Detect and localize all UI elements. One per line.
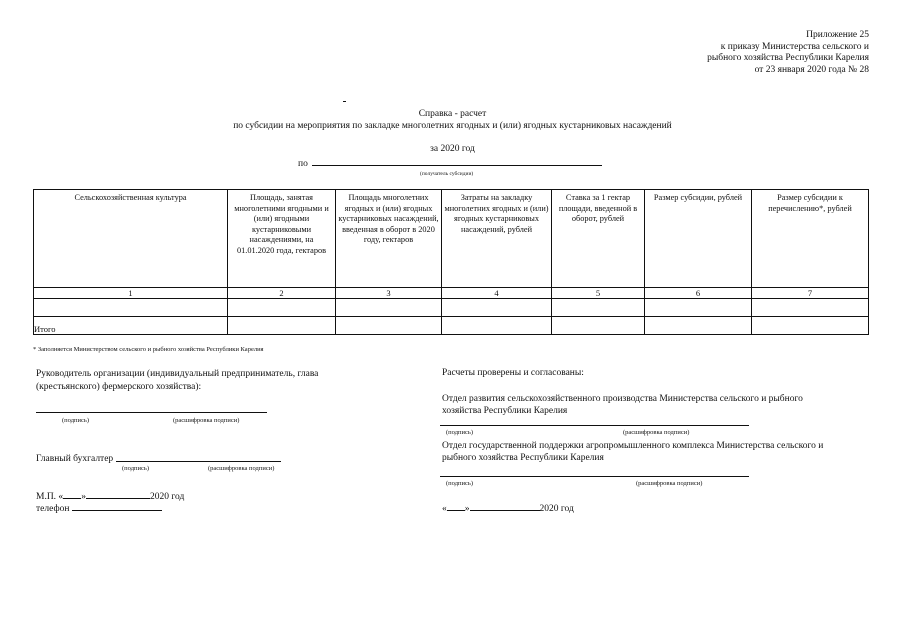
accountant-sign-caption: (подпись)	[122, 465, 149, 472]
column-number: 7	[752, 288, 869, 299]
calculation-table	[33, 189, 869, 335]
appendix-line-1: Приложение 25	[806, 30, 869, 40]
table-cell[interactable]	[34, 299, 228, 317]
header-cell: Затраты на закладку многолетних ягодных и (или) ягодных кустарниковых насаждений, рублей	[442, 190, 552, 288]
stamp-date-prefix: М.П. «	[36, 492, 64, 502]
verification-date-row	[442, 502, 574, 514]
verification-date-mid: »	[464, 504, 470, 514]
title-line-2: по субсидии на мероприятия по закладке многолетних ягодных и (или) ягодных кустарниковых насаждений	[233, 121, 672, 131]
verification-title: Расчеты проверены и согласованы:	[442, 368, 584, 378]
recipient-row	[298, 157, 602, 169]
table-header-row	[34, 190, 869, 288]
header-cell: Размер субсидии к перечислению*, рублей	[752, 190, 869, 288]
footnote: * Заполняется Министерством сельского и рыбного хозяйства Республики Карелия	[33, 346, 264, 353]
recipient-caption: (получатель субсидии)	[420, 171, 474, 177]
table-cell[interactable]	[228, 299, 336, 317]
scan-artifact	[343, 101, 346, 102]
table-cell[interactable]	[336, 317, 442, 335]
table-cell[interactable]	[552, 299, 645, 317]
head-sign-caption: (подпись)	[62, 417, 89, 424]
verification-date-suffix: 2020 год	[539, 504, 574, 514]
appendix-line-2: к приказу Министерства сельского и	[720, 41, 869, 52]
column-number: 1	[34, 288, 228, 299]
table-cell[interactable]	[752, 299, 869, 317]
table-cell[interactable]	[552, 317, 645, 335]
phone-label: телефон	[36, 504, 70, 514]
total-row	[34, 317, 869, 335]
header-cell: Размер субсидии, рублей	[645, 190, 752, 288]
department-1-line-2: хозяйства Республики Карелия	[442, 405, 568, 416]
appendix-line-4: от 23 января 2020 года № 28	[754, 64, 869, 75]
appendix-line-3: рыбного хозяйства Республики Карелия	[707, 53, 869, 63]
month-field[interactable]	[86, 490, 150, 499]
department-2-signature-line[interactable]	[440, 476, 749, 477]
head-of-organization-label	[36, 368, 318, 394]
table-row	[34, 299, 869, 317]
document-title	[0, 108, 905, 132]
table-cell[interactable]	[752, 317, 869, 335]
table-cell[interactable]	[645, 317, 752, 335]
header-cell: Сельскохозяйственная культура	[34, 190, 228, 288]
accountant-decode-caption: (расшифровка подписи)	[208, 465, 275, 472]
department-2-line-2: рыбного хозяйства Республики Карелия	[442, 452, 604, 463]
head-label-line-2: (крестьянского) фермерского хозяйства):	[36, 382, 202, 392]
stamp-date-suffix: 2020 год	[149, 492, 185, 502]
header-cell: Площадь многолетних ягодных и (или) ягодных кустарниковых насаждений, введенная в оборот в 2020 году, гектаров	[336, 190, 442, 288]
appendix-reference	[707, 30, 869, 76]
header-cell: Площадь, занятая многолетними ягодными и (или) ягодными кустарниковыми насаждениями, на 01.01.2020 года, гектаров	[228, 190, 336, 288]
column-number: 4	[442, 288, 552, 299]
total-label: Итого	[34, 317, 228, 335]
recipient-field[interactable]	[312, 157, 602, 166]
department-2-line-1: Отдел государственной поддержки агропромышленного комплекса Министерства сельского и	[442, 441, 824, 451]
table-cell[interactable]	[442, 299, 552, 317]
table-cell[interactable]	[336, 299, 442, 317]
department-2	[442, 441, 823, 464]
table-cell[interactable]	[442, 317, 552, 335]
header-cell: Ставка за 1 гектар площади, введенной в оборот, рублей	[552, 190, 645, 288]
verification-date-prefix: «	[442, 504, 447, 514]
column-number: 5	[552, 288, 645, 299]
column-number-row	[34, 288, 869, 299]
column-number: 6	[645, 288, 752, 299]
stamp-date-row	[36, 490, 184, 502]
column-number: 2	[228, 288, 336, 299]
table-cell[interactable]	[645, 299, 752, 317]
head-label-line-1: Руководитель организации (индивидуальный предприниматель, глава	[36, 369, 319, 379]
department-1-sign-caption: (подпись)	[446, 429, 473, 436]
department-2-sign-caption: (подпись)	[446, 480, 473, 487]
department-1-line-1: Отдел развития сельскохозяйственного производства Министерства сельского и рыбного	[442, 394, 803, 404]
verification-month-field[interactable]	[470, 502, 540, 511]
department-1-decode-caption: (расшифровка подписи)	[623, 429, 690, 436]
department-1	[442, 394, 803, 417]
department-2-decode-caption: (расшифровка подписи)	[636, 480, 703, 487]
department-1-signature-line[interactable]	[440, 425, 749, 426]
head-decode-caption: (расшифровка подписи)	[173, 417, 240, 424]
chief-accountant-label: Главный бухгалтер	[36, 454, 114, 464]
verification-day-field[interactable]	[447, 502, 465, 511]
stamp-date-mid: »	[81, 492, 86, 502]
title-line-1: Справка - расчет	[418, 109, 487, 119]
day-field[interactable]	[63, 490, 81, 499]
head-signature-line[interactable]	[36, 412, 267, 413]
table-cell[interactable]	[228, 317, 336, 335]
phone-field[interactable]	[72, 502, 162, 511]
recipient-prefix: по	[298, 159, 308, 169]
column-number: 3	[336, 288, 442, 299]
phone-row	[36, 502, 162, 514]
report-year: за 2020 год	[430, 144, 475, 154]
accountant-signature-line[interactable]	[116, 461, 281, 462]
